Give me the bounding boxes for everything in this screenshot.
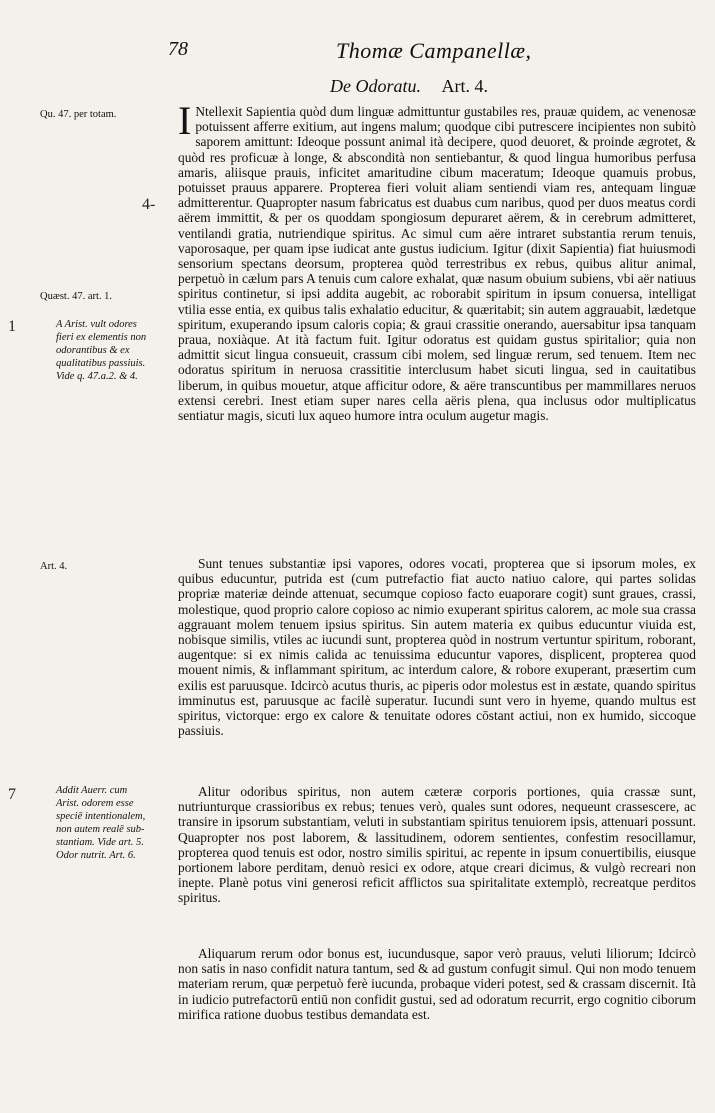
paragraph-1 — [178, 98, 696, 424]
marginal-note-2: Quæst. 47. art. 1. — [40, 291, 113, 302]
section-heading — [330, 76, 650, 97]
marginal-line: Odor nutrit. Art. 6. — [56, 850, 136, 861]
margin-mark-seven: 7 — [8, 786, 16, 803]
drop-cap: I — [178, 98, 192, 143]
paragraph-4 — [178, 946, 696, 1022]
section-article: Art. 4. — [441, 76, 488, 96]
margin-mark-dash: 4- — [142, 196, 156, 213]
marginal-note-3 — [56, 318, 191, 383]
marginal-line: speciē intentionalem, — [56, 811, 146, 822]
paragraph-text: Alitur odoribus spiritus, non autem cæteræ corporis portiones, quia crassæ sunt, nutriunturque crassioribus ex rebus; tenues verò, quales sunt odores, nequeunt crassescere, ac transire in ipsorum substantiam, veluti in substantiam spiritus tenuiorem ipsis, attenuari possunt. Quapropter nos post laborem, & lassitudinem, odorem sentientes, confestim resocillamur, propterea quod tenuis est odor, nostro similis spiritui, ac repente in ipsum conuertibilis, eiusque portionem labore perditam, denuò resici ex odore, atque creari dicimus, & vulgò recreari non inepte. Planè potus vini generosi reficit afflictos sua spiritalitate extemplò, recreatque perditos spiritus. — [178, 784, 696, 906]
paragraph-text: Aliquarum rerum odor bonus est, iucundusque, sapor verò prauus, veluti liliorum; Idcircò non satis in naso confidit natura tantum, sed & ad gustum confugit simul. Qui non modo tenuem materiam rerum, quæ perpetuò ferè iucunda, probaque videri potest, sed & crassam discernit. Ità in iudicio putrefactorū entiū non confidit gustui, sed ad odoratum recurrit, ergo cognitio ciborum mirifica ratione duobus testibus demandata est. — [178, 946, 696, 1022]
marginal-note-1: Qu. 47. per totam. — [40, 109, 117, 120]
marginal-line: non autem realē sub- — [56, 824, 145, 835]
marginal-note-4: Art. 4. — [40, 561, 68, 572]
marginal-line: Vide q. 47.a.2. & 4. — [56, 371, 138, 382]
marginal-note-5 — [56, 784, 191, 862]
running-title: Thomæ Campanellæ, — [336, 38, 532, 63]
marginal-line: Arist. odorem esse — [56, 798, 134, 809]
paragraph-text: Sunt tenues substantiæ ipsi vapores, odores vocati, propterea que si ipsorum moles, ex quibus educuntur, putrida est (cum putrefactio fiat aucto natiuo calore, qui partes solidas propriæ materiæ deinde attenuat, secumque copioso facto euaporare cogit) sunt graues, crassi, molestique, quod proprio calore copioso ac nimio exuperant spiritus calorem, ac mole sua crassa aggrauant molem tenuem ipsius spiritus. Sin autem materia ex quibus educuntur viuida est, nobisque similis, vtiles ac iucundi sunt, propterea quòd in nostrum vertuntur spiritum, roborant, augentque: si ex nimis calida ac tenuissima educuntur vapores, displicent, propterea quod mouent nimis, & inflammant spiritum, ac interdum calore, & robore exuperant, præsertim cum exilis est paruusque. Idcircò acutus thuris, ac piperis odor molestus est in æstate, quando spiritus imminutus est, paruusque ac facilè superatur. Iucundi sunt vero in hyeme, quando multus est spiritus, victorque: ergo ex calore & tenuitate odores cōstant actiui, non ex humido, siccoque passiuis. — [178, 556, 696, 739]
paragraph-2 — [178, 556, 696, 738]
margin-mark-bracket: 1 — [8, 318, 16, 335]
marginal-line: fieri ex elementis non — [56, 332, 147, 343]
section-title: De Odoratu. — [330, 76, 421, 96]
marginal-line: qualitatibus passiuis. — [56, 358, 146, 369]
marginal-line: odorantibus & ex — [56, 345, 130, 356]
paragraph-3 — [178, 784, 696, 906]
running-header — [168, 38, 598, 68]
page-number: 78 — [168, 38, 188, 60]
paragraph-text: Ntellexit Sapientia quòd dum linguæ admittuntur gustabiles res, prauæ quidem, ac venenosæ potuissent afferre exitium, aut ingens malum; quodque cibi putrescere incipientes non subitò saporem amittunt: Ideoque possunt animal ità decipere, quod deuoret, & proinde ægrotet, & quòd res proficuæ à longe, & abscondità non sentiebantur, & quod lingua humoribus perfusa amaris, aliisque prauis, inficitet amaritudine cibum maceratum; Ideoque quamuis probus, potuisset prauus apparere. Propterea fieri voluit aliam sentiendi viam res, antequam linguæ admitterentur. Quapropter nasum fabricatus est duabus cum naribus, quod per duos meatus cordi aërem immittit, & per os quoddam spongiosum depuraret aërem, & in cerebrum admitteret, ventilandi gratia, nutriendique spiritus. Ac simul cum aëre intraret substantia rerum tenuis, vaporosaque, per quam ipse iudicat ante gustus iudicium. Igitur (dixit Sapientia) fiat huiusmodi sensorium spectans deorsum, propterea quòd terrestribus ex rebus, quibus alitur animal, perpetuò in cælum pars A tenuis cum calore exhalat, quæ nasum obuium subiens, vbi aër natiuus spiritus continetur, si ipsi addita augebit, ac roborabit spiritum in ipsum conuersa, intelligat vtilia esse entia, ex quibus talis exhalatio educitur, & quæritabit; sin autem aggrauabit, lædetque spiritum, exuperando ipsum caloris copia; & graui crassitie onerando, auersabitur ipsa tanquam praua, noxiàque. At ità factum fuit. Igitur odoratus est quidam gustus spiritalior; quia non admittit sicut lingua consueuit, crassum cibi molem, sed linguæ rerum, sed tenuem. Item nec odoratus spiritum in neruosa crassititie interclusum habet sicuti lingua, sed in cauitatibus liberum, in quibus mouetur, atque afficitur odore, & aëre transcuntibus per mammillares neruos extensi cerebri. Inest etiam super nares cella aëris plena, qua inclusus odor multiplicatus sentiatur magis, sicuti lux aqueo humore intra oculum augetur magis. — [178, 104, 696, 424]
marginal-line: stantiam. Vide art. 5. — [56, 837, 144, 848]
marginal-line: A Arist. vult odores — [56, 319, 137, 330]
marginal-line: Addit Auerr. cum — [56, 785, 128, 796]
